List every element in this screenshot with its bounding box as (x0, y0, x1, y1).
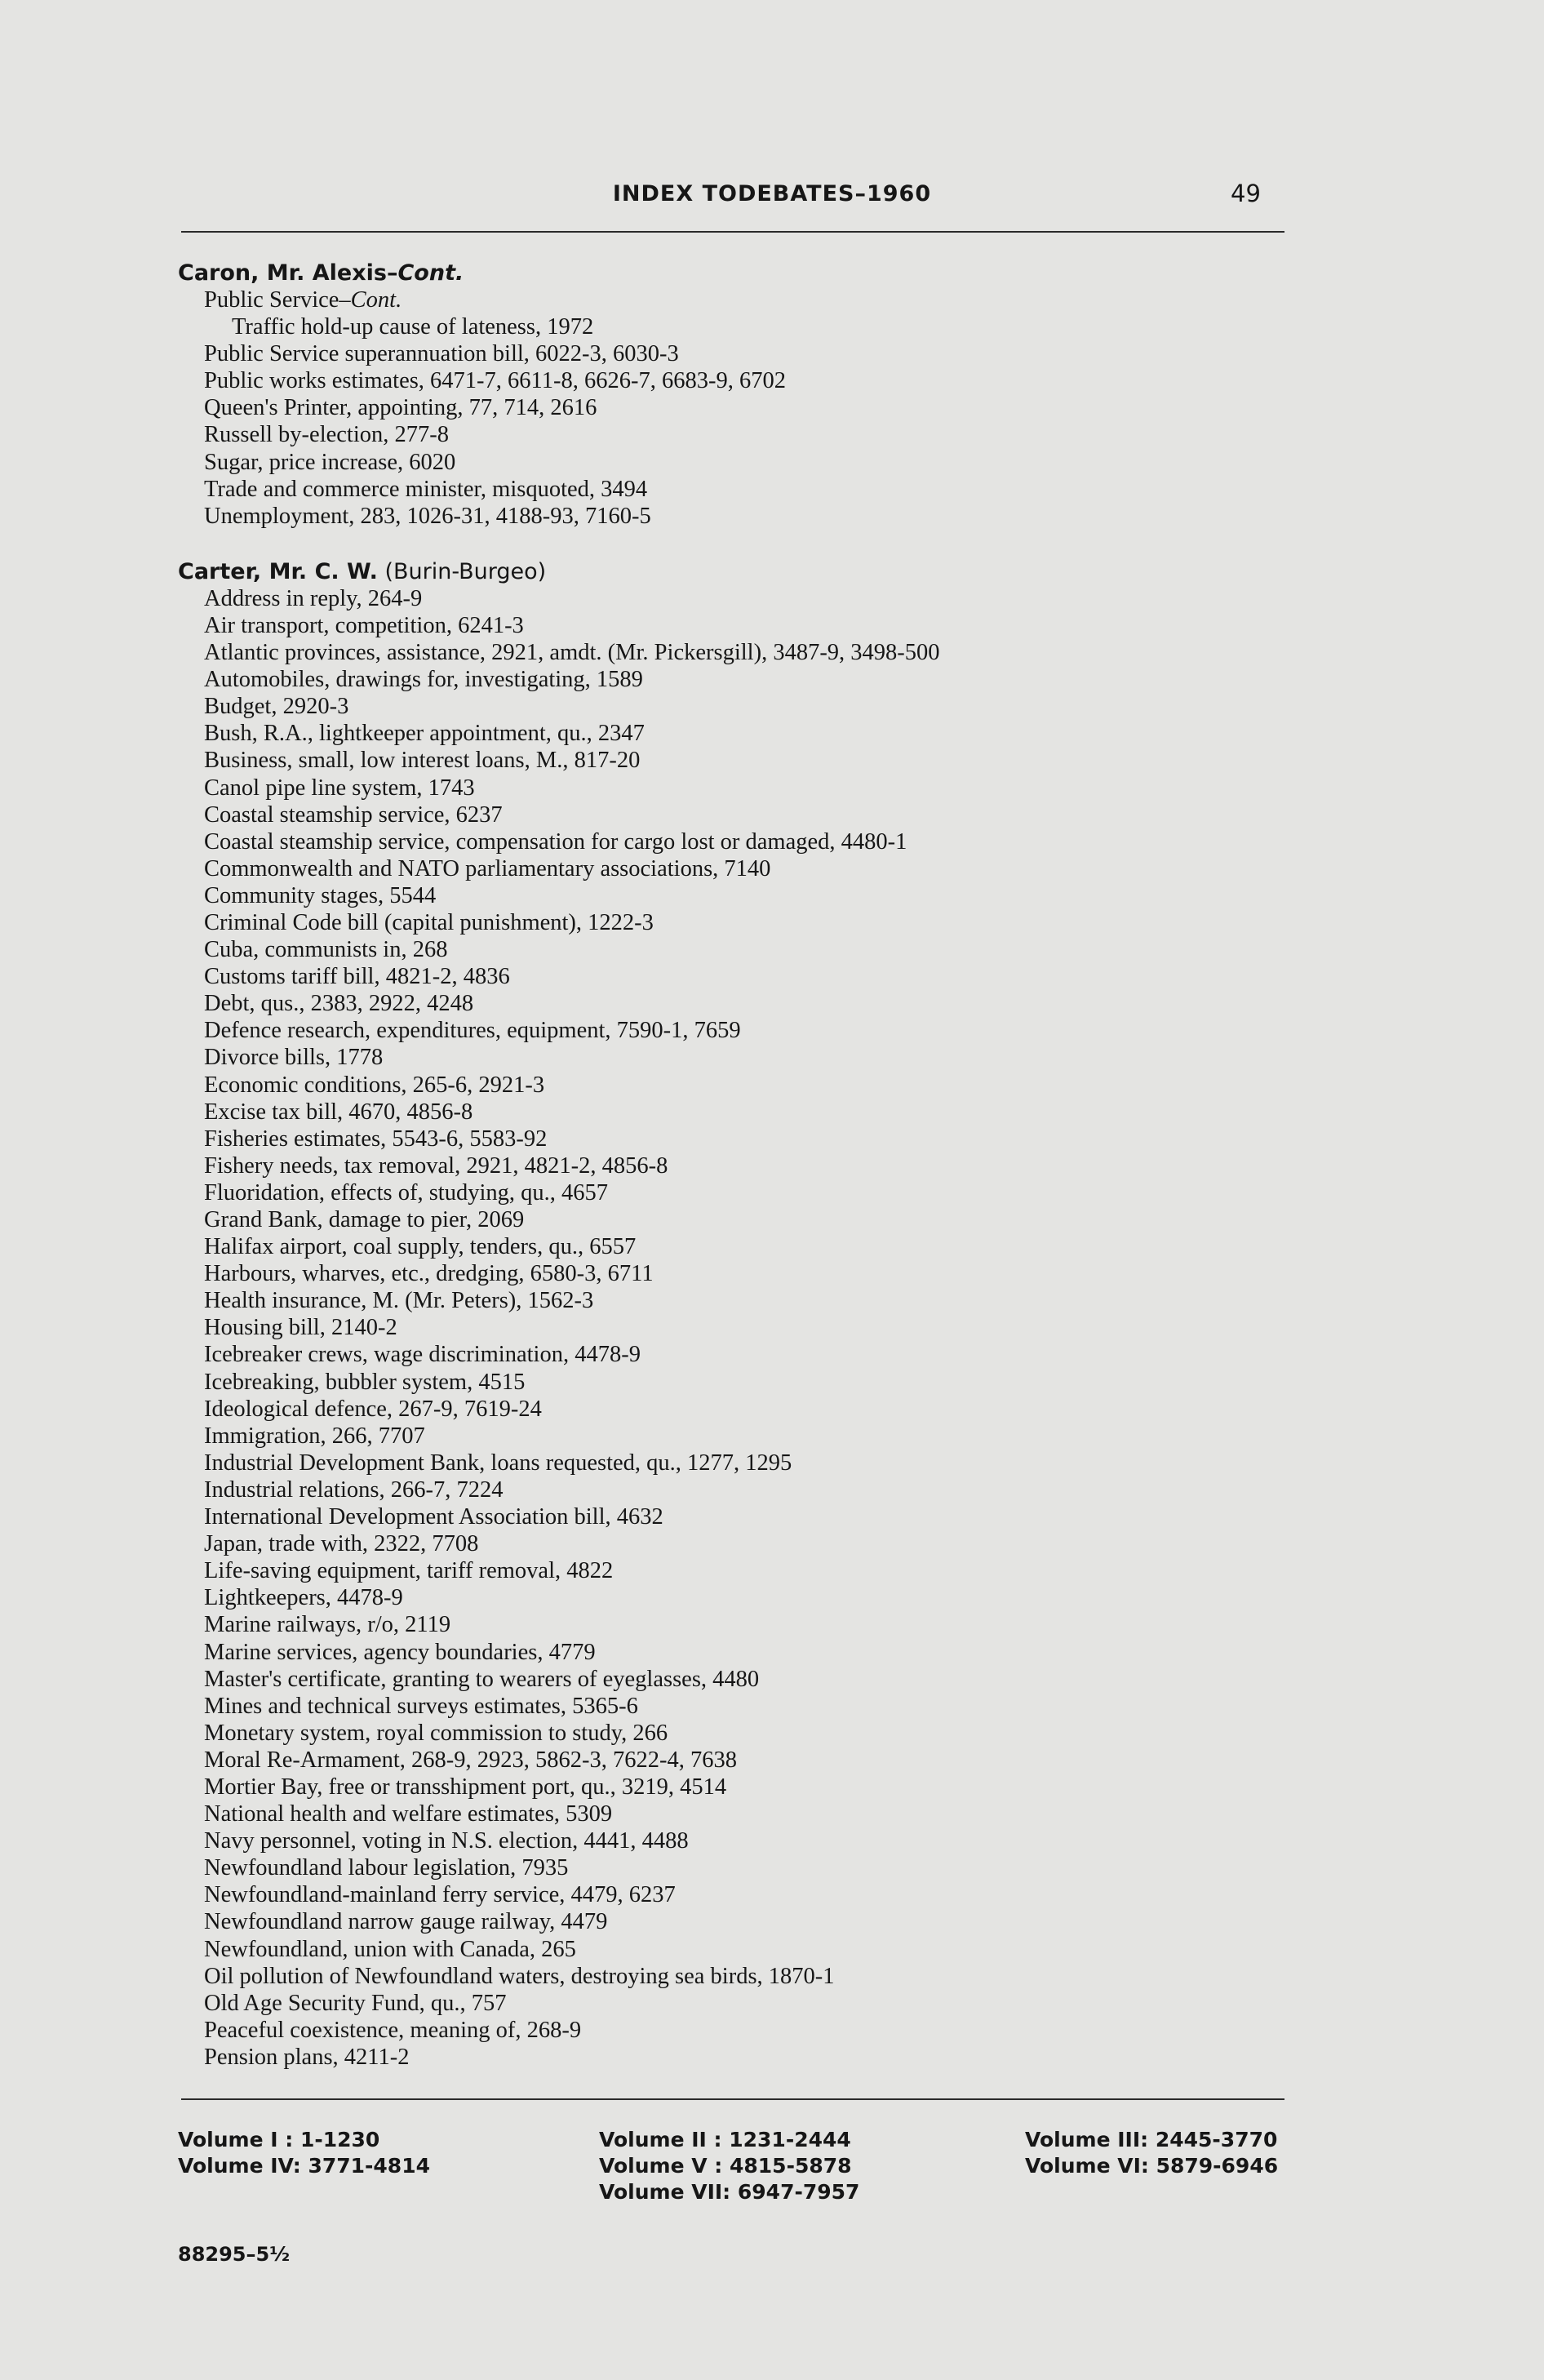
index-line (178, 1072, 1296, 1099)
index-line-text: Moral Re-Armament, 268-9, 2923, 5862-3, 7622-4, 7638 (204, 1747, 738, 1773)
index-line (178, 421, 1296, 448)
index-line-text: Grand Bank, damage to pier, 2069 (204, 1207, 525, 1232)
index-line-text: Japan, trade with, 2322, 7708 (204, 1531, 479, 1557)
index-line (178, 585, 1296, 612)
index-line (178, 1530, 1296, 1557)
index-line-text: Fluoridation, effects of, studying, qu., 4657 (204, 1179, 609, 1206)
index-line (178, 720, 1296, 747)
index-line (178, 1233, 1296, 1260)
index-line (178, 1503, 1296, 1530)
index-line-text: Cuba, communists in, 268 (204, 937, 448, 963)
index-line (178, 1611, 1296, 1638)
entry-heading (178, 260, 1296, 286)
index-line-text: Newfoundland-mainland ferry service, 4479, 6237 (204, 1882, 676, 1908)
index-line (178, 1314, 1296, 1341)
page-title: INDEX TODEBATES–1960 (612, 181, 932, 206)
index-line (178, 747, 1296, 774)
index-line-text: Excise tax bill, 4670, 4856-8 (204, 1099, 473, 1125)
index-line-text: Navy personnel, voting in N.S. election, 4441, 4488 (204, 1828, 689, 1854)
index-line-text: Public Service superannuation bill, 6022-3, 6030-3 (204, 341, 679, 367)
index-line-text: Mines and technical surveys estimates, 5365-6 (204, 1693, 638, 1719)
index-line-text: Debt, qus., 2383, 2922, 4248 (204, 991, 474, 1017)
index-line-text: Icebreaking, bubbler system, 4515 (204, 1369, 526, 1395)
index-line (178, 340, 1296, 367)
index-line (178, 1936, 1296, 1963)
index-line (178, 1963, 1296, 1990)
index-line-text: Automobiles, drawings for, investigating, 1589 (204, 667, 643, 693)
index-line-text: Pension plans, 4211-2 (204, 2044, 410, 2070)
index-line (178, 449, 1296, 476)
index-line-text: Lightkeepers, 4478-9 (204, 1585, 403, 1611)
index-line (178, 1260, 1296, 1287)
index-line-text: Newfoundland labour legislation, 7935 (204, 1855, 569, 1881)
member-name: Carter, Mr. C. W. (178, 558, 378, 584)
index-line-text: Public works estimates, 6471-7, 6611-8, 6626-7, 6683-9, 6702 (204, 368, 786, 394)
index-line (178, 1990, 1296, 2017)
index-line (178, 775, 1296, 801)
index-line-text: Fisheries estimates, 5543-6, 5583-92 (204, 1126, 548, 1152)
index-line (178, 1126, 1296, 1152)
index-line-text: Air transport, competition, 6241-3 (204, 612, 524, 638)
index-line-text: Budget, 2920-3 (204, 694, 349, 720)
index-line (178, 313, 1296, 340)
volume-range: Volume IV: 3771-4814 (178, 2154, 430, 2178)
index-line (178, 1584, 1296, 1611)
index-line-text: Old Age Security Fund, qu., 757 (204, 1990, 507, 2016)
index-line (178, 1179, 1296, 1206)
index-line (178, 1720, 1296, 1747)
volume-range: Volume II : 1231-2444 (599, 2128, 851, 2151)
index-line (178, 666, 1296, 693)
index-line (178, 1747, 1296, 1774)
entry-heading (178, 558, 1296, 585)
volume-column-middle (599, 2127, 859, 2205)
volume-range: Volume VII: 6947-7957 (599, 2180, 860, 2204)
member-name: Caron, Mr. Alexis– (178, 260, 398, 286)
index-line (178, 855, 1296, 882)
riding-name: (Burin-Burgeo) (384, 558, 547, 584)
index-line (178, 394, 1296, 421)
index-line (178, 639, 1296, 666)
index-line-text: Health insurance, M. (Mr. Peters), 1562-3 (204, 1288, 594, 1314)
volume-column-right (1025, 2127, 1278, 2179)
index-line (178, 1476, 1296, 1503)
volume-range: Volume I : 1-1230 (178, 2128, 380, 2151)
index-line-text: Public Service– (204, 287, 351, 313)
index-line-text: Peaceful coexistence, meaning of, 268-9 (204, 2017, 582, 2043)
index-line (178, 963, 1296, 990)
index-line-text: Monetary system, royal commission to study, 266 (204, 1720, 668, 1746)
index-line (178, 1206, 1296, 1233)
index-line-text: Criminal Code bill (capital punishment), 1222-3 (204, 909, 654, 935)
index-body (178, 260, 1296, 2099)
index-line-text: Immigration, 266, 7707 (204, 1423, 425, 1449)
index-line (178, 828, 1296, 855)
index-line-text: Newfoundland narrow gauge railway, 4479 (204, 1909, 608, 1935)
index-line (178, 1557, 1296, 1584)
index-line (178, 612, 1296, 639)
index-entry (178, 558, 1296, 2071)
index-line (178, 1693, 1296, 1720)
index-line (178, 693, 1296, 720)
footer-rule (181, 2098, 1284, 2100)
index-line-text: Canol pipe line system, 1743 (204, 775, 475, 801)
print-code: 88295–5½ (178, 2243, 291, 2266)
index-line-text: Marine railways, r/o, 2119 (204, 1612, 451, 1638)
index-line-text: Russell by-election, 277-8 (204, 422, 449, 448)
index-line-text: Economic conditions, 265-6, 2921-3 (204, 1072, 545, 1098)
index-line (178, 1774, 1296, 1801)
index-line (178, 1017, 1296, 1044)
index-entry (178, 260, 1296, 530)
index-line-text: Industrial relations, 266-7, 7224 (204, 1476, 504, 1503)
index-line-text: Industrial Development Bank, loans requested, qu., 1277, 1295 (204, 1450, 792, 1476)
index-line (178, 1396, 1296, 1423)
index-line-text: Commonwealth and NATO parliamentary associations, 7140 (204, 855, 771, 881)
volume-range: Volume V : 4815-5878 (599, 2154, 852, 2178)
index-line-text: Halifax airport, coal supply, tenders, qu., 6557 (204, 1234, 637, 1260)
index-line-text: Newfoundland, union with Canada, 265 (204, 1936, 576, 1962)
index-line-text: Oil pollution of Newfoundland waters, destroying sea birds, 1870-1 (204, 1963, 835, 1989)
index-line-text: Harbours, wharves, etc., dredging, 6580-3, 6711 (204, 1261, 654, 1287)
index-line-text: Sugar, price increase, 6020 (204, 449, 456, 475)
index-line (178, 801, 1296, 828)
volume-range: Volume III: 2445-3770 (1025, 2128, 1278, 2151)
index-line-text: Address in reply, 264-9 (204, 585, 423, 611)
index-line-text: Mortier Bay, free or transshipment port, qu., 3219, 4514 (204, 1774, 727, 1800)
index-line-text: Business, small, low interest loans, M., 817-20 (204, 748, 641, 774)
index-line (178, 1152, 1296, 1179)
index-line-text: Coastal steamship service, 6237 (204, 801, 503, 828)
index-line-text: Ideological defence, 267-9, 7619-24 (204, 1396, 542, 1422)
index-line-text: Divorce bills, 1778 (204, 1045, 384, 1071)
index-line (178, 2017, 1296, 2044)
page-number: 49 (1231, 180, 1261, 207)
index-line (178, 1639, 1296, 1666)
index-line-text: Fishery needs, tax removal, 2921, 4821-2, 4856-8 (204, 1152, 668, 1179)
index-line (178, 1854, 1296, 1881)
index-line (178, 503, 1296, 530)
index-line (178, 1044, 1296, 1071)
index-line (178, 2044, 1296, 2071)
volume-column-left (178, 2127, 430, 2179)
index-line (178, 367, 1296, 394)
index-line-text: Bush, R.A., lightkeeper appointment, qu., 2347 (204, 721, 645, 747)
index-line (178, 882, 1296, 909)
index-line (178, 1666, 1296, 1693)
index-line (178, 1287, 1296, 1314)
index-line-text: Master's certificate, granting to wearers of eyeglasses, 4480 (204, 1666, 760, 1692)
index-line-text: Life-saving equipment, tariff removal, 4822 (204, 1558, 614, 1584)
header-rule (181, 231, 1284, 233)
index-line-text: Traffic hold-up cause of lateness, 1972 (232, 314, 594, 340)
index-line (178, 1801, 1296, 1827)
continued-marker: Cont. (397, 260, 464, 286)
index-line-text: National health and welfare estimates, 5309 (204, 1801, 613, 1827)
index-line-text: Trade and commerce minister, misquoted, 3494 (204, 476, 648, 502)
index-line-text: International Development Association bill, 4632 (204, 1504, 663, 1530)
index-line (178, 1881, 1296, 1908)
index-line (178, 476, 1296, 503)
index-line-text: Icebreaker crews, wage discrimination, 4478-9 (204, 1342, 641, 1368)
index-line-text: Queen's Printer, appointing, 77, 714, 2616 (204, 395, 597, 421)
index-line (178, 1827, 1296, 1854)
index-line (178, 1450, 1296, 1476)
index-line-text: Defence research, expenditures, equipment, 7590-1, 7659 (204, 1018, 741, 1044)
index-line-text: Community stages, 5544 (204, 882, 437, 908)
index-line-text: Coastal steamship service, compensation for cargo lost or damaged, 4480-1 (204, 828, 907, 855)
index-line (178, 1341, 1296, 1368)
index-line (178, 1099, 1296, 1126)
index-line-text: Housing bill, 2140-2 (204, 1315, 397, 1341)
index-line (178, 936, 1296, 963)
index-line-text: Marine services, agency boundaries, 4779 (204, 1639, 596, 1665)
index-line-text: Unemployment, 283, 1026-31, 4188-93, 7160-5 (204, 503, 651, 529)
index-line (178, 1423, 1296, 1450)
continued-marker: Cont. (350, 287, 402, 313)
index-line-text: Customs tariff bill, 4821-2, 4836 (204, 964, 510, 990)
index-line-text: Atlantic provinces, assistance, 2921, amdt. (Mr. Pickersgill), 3487-9, 3498-500 (204, 640, 940, 666)
index-line (178, 909, 1296, 936)
index-line (178, 1908, 1296, 1935)
volume-range: Volume VI: 5879-6946 (1025, 2154, 1279, 2178)
index-line (178, 286, 1296, 313)
index-line (178, 990, 1296, 1017)
index-line (178, 1369, 1296, 1396)
